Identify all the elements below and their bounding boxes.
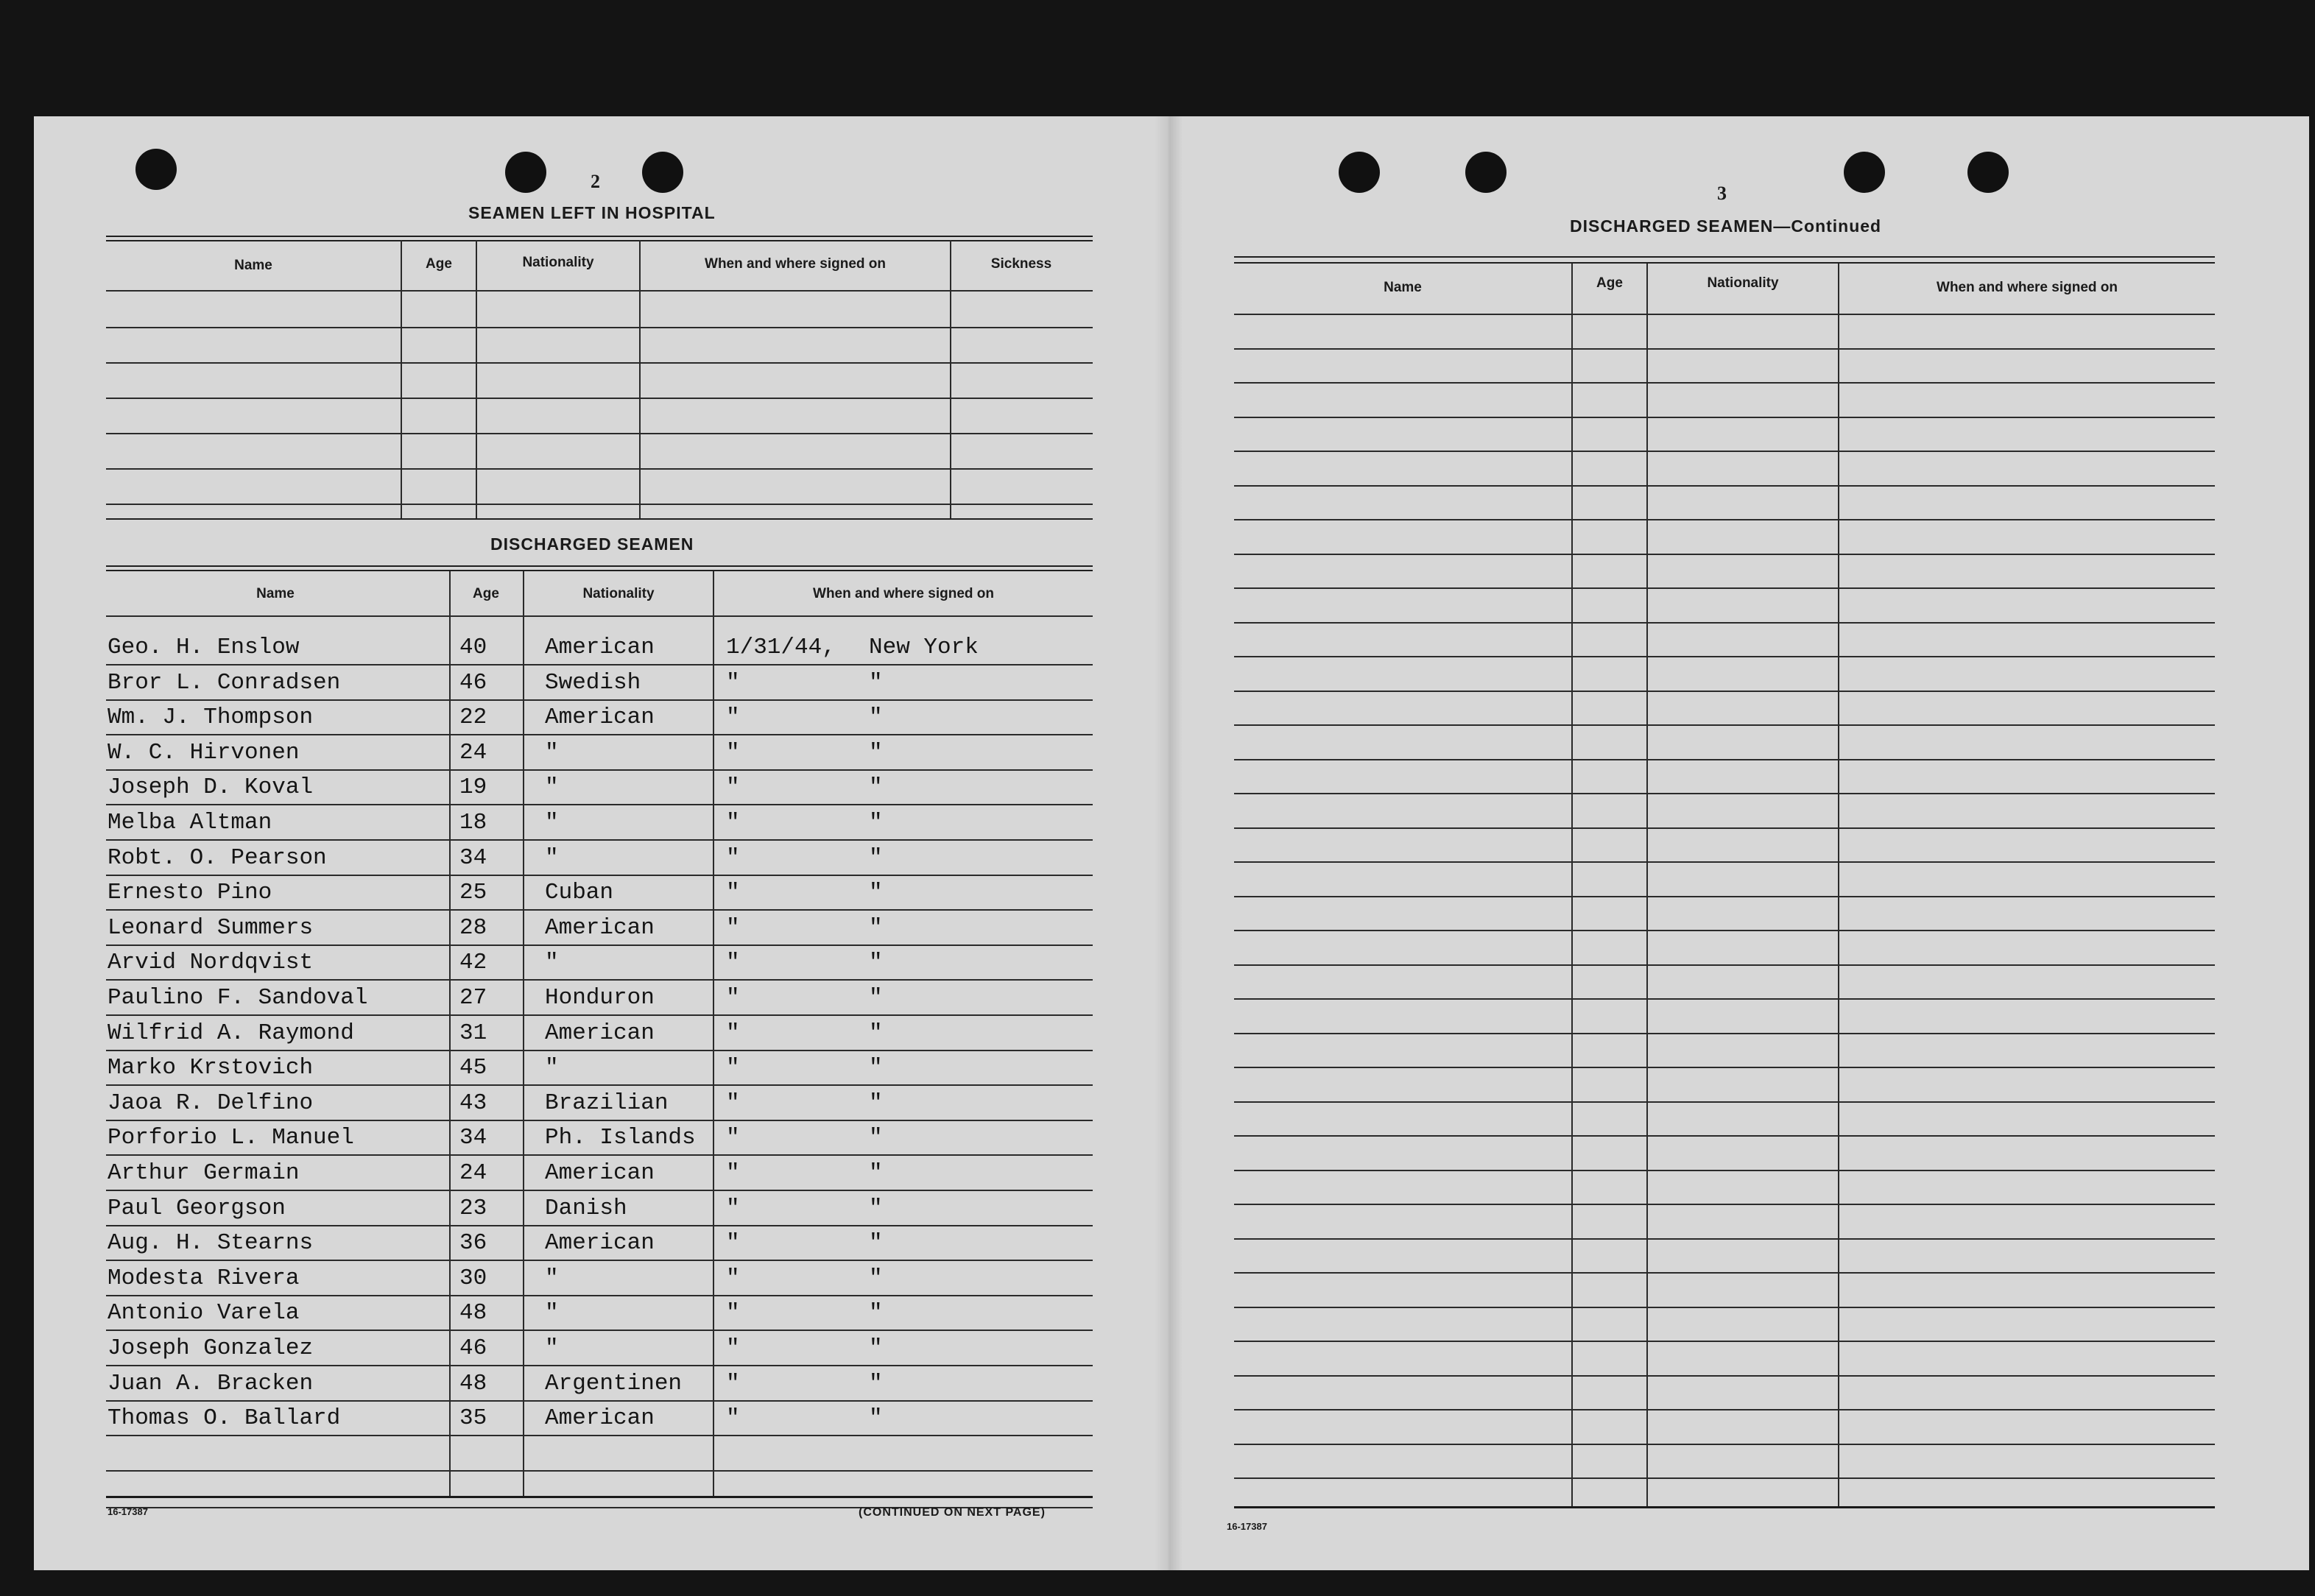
cell-signed-when: " (726, 1335, 740, 1361)
cell-age: 40 (459, 635, 487, 660)
cell-name: Wilfrid A. Raymond (108, 1020, 354, 1046)
cell-signed-when: " (726, 1370, 740, 1396)
cell-age: 24 (459, 1160, 487, 1186)
row-rule (1234, 998, 2215, 1000)
cell-nationality: American (545, 635, 655, 660)
table-bottom-rule (106, 1496, 1093, 1498)
row-rule (1234, 930, 2215, 931)
cell-nationality: " (545, 950, 559, 976)
cell-signed-where: " (869, 844, 883, 871)
col-header-nationality: Nationality (582, 586, 655, 601)
cell-signed-where: " (869, 1020, 883, 1046)
cell-nationality: " (545, 1055, 559, 1081)
cell-name: Melba Altman (108, 810, 272, 836)
row-rule (106, 1365, 1093, 1366)
hospital-section-title: SEAMEN LEFT IN HOSPITAL (468, 203, 716, 222)
cell-signed-when: " (726, 774, 740, 801)
row-rule (106, 699, 1093, 701)
cell-nationality: Swedish (545, 669, 641, 696)
cell-signed-where: " (869, 1160, 883, 1186)
row-rule (106, 769, 1093, 771)
row-rule (1234, 1135, 2215, 1137)
row-rule (106, 1330, 1093, 1331)
page-number: 3 (1717, 183, 1727, 204)
row-rule (106, 1400, 1093, 1402)
cell-name: Bror L. Conradsen (108, 669, 341, 696)
form-number: 16-17387 (1227, 1521, 1267, 1532)
cell-name: Arvid Nordqvist (108, 950, 314, 976)
cell-nationality: " (545, 1265, 559, 1291)
cell-signed-when: " (726, 880, 740, 906)
col-header-age: Age (426, 256, 452, 272)
cell-age: 25 (459, 880, 487, 906)
cell-nationality: " (545, 774, 559, 801)
cell-age: 46 (459, 669, 487, 696)
col-header-nationality: Nationality (1707, 275, 1779, 291)
cell-nationality: Cuban (545, 880, 614, 906)
cell-signed-when: " (726, 739, 740, 766)
cell-name: Paul Georgson (108, 1195, 286, 1221)
punch-hole (1339, 152, 1380, 193)
cell-signed-where: " (869, 669, 883, 696)
cell-nationality: American (545, 1160, 655, 1186)
row-rule (1234, 1307, 2215, 1308)
row-rule (1234, 1170, 2215, 1171)
cell-nationality: American (545, 1230, 655, 1257)
row-rule (106, 1295, 1093, 1296)
cell-name: Ernesto Pino (108, 880, 272, 906)
row-rule (106, 1435, 1093, 1436)
row-rule (1234, 1033, 2215, 1034)
row-rule (1234, 587, 2215, 589)
cell-signed-where: " (869, 1300, 883, 1327)
row-rule (1234, 382, 2215, 384)
punch-hole (1844, 152, 1885, 193)
cell-signed-where: " (869, 774, 883, 801)
cell-nationality: American (545, 1020, 655, 1046)
cell-age: 24 (459, 739, 487, 766)
cell-name: Wm. J. Thompson (108, 705, 314, 731)
row-rule (1234, 1272, 2215, 1274)
cell-signed-when: " (726, 914, 740, 941)
cell-name: Jaoa R. Delfino (108, 1090, 314, 1116)
cell-nationality: Argentinen (545, 1370, 683, 1396)
punch-hole (505, 152, 546, 193)
row-rule (106, 1260, 1093, 1261)
row-rule (1234, 1204, 2215, 1205)
cell-nationality: " (545, 810, 559, 836)
row-rule (106, 979, 1093, 981)
cell-name: Porforio L. Manuel (108, 1125, 354, 1151)
cell-nationality: " (545, 739, 559, 766)
page-number: 2 (591, 171, 600, 192)
col-header-signed-on: When and where signed on (705, 256, 886, 272)
cell-signed-when: " (726, 1300, 740, 1327)
cell-signed-where: " (869, 739, 883, 766)
cell-nationality: American (545, 914, 655, 941)
cell-age: 27 (459, 985, 487, 1011)
cell-nationality: Ph. Islands (545, 1125, 696, 1151)
cell-name: Joseph D. Koval (108, 774, 314, 801)
row-rule (1234, 485, 2215, 487)
col-header-age: Age (1596, 275, 1623, 291)
page-fold (1155, 116, 1183, 1570)
cell-signed-when: " (726, 810, 740, 836)
cell-signed-where: " (869, 985, 883, 1011)
cell-age: 31 (459, 1020, 487, 1046)
row-rule (1234, 1341, 2215, 1342)
cell-signed-where: " (869, 1230, 883, 1257)
row-rule (106, 1154, 1093, 1156)
cell-age: 28 (459, 914, 487, 941)
row-rule (106, 909, 1093, 911)
cell-age: 45 (459, 1055, 487, 1081)
row-rule (1234, 314, 2215, 315)
row-rule (1234, 1238, 2215, 1240)
row-rule (106, 1470, 1093, 1472)
row-rule (1234, 691, 2215, 692)
cell-signed-where: " (869, 1265, 883, 1291)
row-rule (1234, 793, 2215, 794)
col-header-signed-on: When and where signed on (813, 586, 994, 601)
cell-age: 48 (459, 1300, 487, 1327)
cell-signed-when: 1/31/44, (726, 635, 836, 660)
row-rule (106, 944, 1093, 946)
cell-name: Paulino F. Sandoval (108, 985, 368, 1011)
col-header-sickness: Sickness (990, 256, 1052, 272)
row-rule (1234, 964, 2215, 966)
row-rule (1234, 519, 2215, 520)
cell-age: 18 (459, 810, 487, 836)
row-rule (1234, 724, 2215, 726)
row-rule (1234, 861, 2215, 863)
cell-name: Antonio Varela (108, 1300, 300, 1327)
cell-signed-where: " (869, 1125, 883, 1151)
row-rule (106, 1190, 1093, 1191)
cell-signed-when: " (726, 1125, 740, 1151)
cell-name: W. C. Hirvonen (108, 739, 300, 766)
row-rule (106, 1084, 1093, 1086)
table-bottom-rule (1234, 1506, 2215, 1508)
row-rule (106, 804, 1093, 805)
cell-signed-where: " (869, 880, 883, 906)
col-header-nationality: Nationality (522, 255, 594, 270)
cell-age: 19 (459, 774, 487, 801)
col-header-age: Age (473, 586, 499, 601)
cell-name: Marko Krstovich (108, 1055, 314, 1081)
cell-age: 23 (459, 1195, 487, 1221)
row-rule (1234, 554, 2215, 555)
cell-age: 22 (459, 705, 487, 731)
cell-nationality: Brazilian (545, 1090, 669, 1116)
cell-age: 36 (459, 1230, 487, 1257)
cell-signed-when: " (726, 1020, 740, 1046)
col-header-name: Name (234, 258, 272, 273)
row-rule (106, 1050, 1093, 1051)
row-rule (1234, 1375, 2215, 1377)
col-header-name: Name (1384, 280, 1422, 295)
cell-nationality: " (545, 844, 559, 871)
row-rule (1234, 1444, 2215, 1445)
cell-name: Juan A. Bracken (108, 1370, 314, 1396)
row-rule (1234, 1409, 2215, 1410)
cell-signed-where: " (869, 1090, 883, 1116)
cell-signed-when: " (726, 1265, 740, 1291)
cell-nationality: American (545, 705, 655, 731)
row-rule (1234, 417, 2215, 418)
cell-signed-when: " (726, 1160, 740, 1186)
cell-signed-where: New York (869, 635, 979, 660)
cell-nationality: " (545, 1300, 559, 1327)
cell-name: Arthur Germain (108, 1160, 300, 1186)
continued-section-title: DISCHARGED SEAMEN—Continued (1570, 216, 1882, 236)
row-rule (1234, 1067, 2215, 1068)
cell-age: 34 (459, 844, 487, 871)
col-header-signed-on: When and where signed on (1937, 280, 2118, 295)
row-rule (106, 1225, 1093, 1226)
cell-signed-when: " (726, 705, 740, 731)
row-rule (1234, 759, 2215, 760)
row-rule (106, 1120, 1093, 1121)
row-rule (106, 1014, 1093, 1016)
row-rule (106, 875, 1093, 876)
cell-signed-when: " (726, 950, 740, 976)
cell-age: 42 (459, 950, 487, 976)
row-rule (1234, 348, 2215, 350)
cell-nationality: " (545, 1335, 559, 1361)
cell-signed-where: " (869, 1405, 883, 1432)
form-number: 16-17387 (108, 1506, 148, 1517)
cell-signed-where: " (869, 1370, 883, 1396)
cell-signed-where: " (869, 705, 883, 731)
row-rule (1234, 451, 2215, 452)
cell-signed-where: " (869, 1055, 883, 1081)
discharged-section-title: DISCHARGED SEAMEN (490, 534, 694, 554)
punch-hole (642, 152, 683, 193)
cell-age: 46 (459, 1335, 487, 1361)
cell-signed-where: " (869, 914, 883, 941)
cell-name: Leonard Summers (108, 914, 314, 941)
cell-age: 48 (459, 1370, 487, 1396)
cell-signed-when: " (726, 1055, 740, 1081)
cell-signed-when: " (726, 669, 740, 696)
cell-nationality: Honduron (545, 985, 655, 1011)
cell-name: Joseph Gonzalez (108, 1335, 314, 1361)
cell-signed-when: " (726, 985, 740, 1011)
cell-nationality: Danish (545, 1195, 627, 1221)
cell-signed-when: " (726, 844, 740, 871)
cell-age: 43 (459, 1090, 487, 1116)
cell-signed-where: " (869, 810, 883, 836)
cell-signed-where: " (869, 950, 883, 976)
continued-note: (CONTINUED ON NEXT PAGE) (859, 1506, 1046, 1519)
cell-signed-where: " (869, 1335, 883, 1361)
cell-age: 30 (459, 1265, 487, 1291)
punch-hole (135, 149, 177, 190)
cell-signed-when: " (726, 1090, 740, 1116)
row-rule (1234, 622, 2215, 624)
punch-hole (1465, 152, 1507, 193)
col-header-name: Name (256, 586, 295, 601)
cell-name: Geo. H. Enslow (108, 635, 300, 660)
cell-name: Aug. H. Stearns (108, 1230, 314, 1257)
cell-name: Modesta Rivera (108, 1265, 300, 1291)
row-rule (1234, 896, 2215, 897)
punch-hole (1967, 152, 2009, 193)
cell-age: 35 (459, 1405, 487, 1432)
cell-name: Thomas O. Ballard (108, 1405, 341, 1432)
cell-name: Robt. O. Pearson (108, 844, 327, 871)
cell-signed-when: " (726, 1230, 740, 1257)
cell-signed-when: " (726, 1195, 740, 1221)
cell-age: 34 (459, 1125, 487, 1151)
cell-signed-where: " (869, 1195, 883, 1221)
row-rule (1234, 1477, 2215, 1479)
row-rule (1234, 656, 2215, 657)
row-rule (106, 734, 1093, 735)
row-rule (106, 839, 1093, 841)
cell-signed-when: " (726, 1405, 740, 1432)
cell-nationality: American (545, 1405, 655, 1432)
row-rule (106, 664, 1093, 665)
row-rule (1234, 827, 2215, 829)
row-rule (1234, 1101, 2215, 1103)
